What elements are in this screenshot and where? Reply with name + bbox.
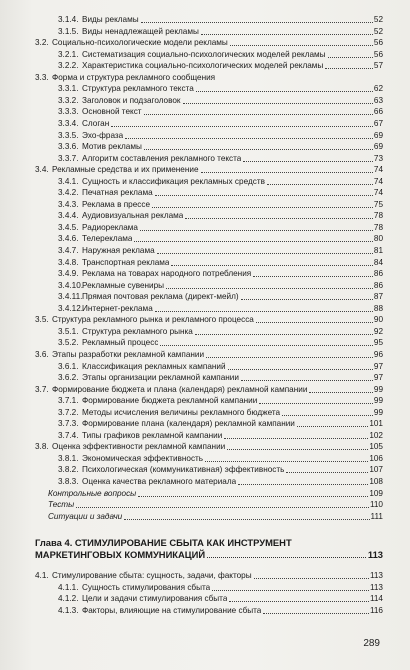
toc-entry xyxy=(58,372,383,383)
toc-entry-page: 90 xyxy=(373,315,383,325)
toc-entry-number: 3.4.11. xyxy=(58,292,83,302)
toc-entry-page: 106 xyxy=(369,453,383,463)
toc-entry-title: Сущность стимулирования сбыта xyxy=(82,582,211,592)
toc-entry-page: 66 xyxy=(373,107,383,117)
toc-entry-number: 3.5.1. xyxy=(58,326,79,336)
toc-entry-number: 4.1.3. xyxy=(58,605,79,615)
toc-leader xyxy=(155,311,373,312)
toc-leader xyxy=(229,601,369,602)
toc-entry-title: Реклама в прессе xyxy=(82,199,151,209)
toc-entry-title: Алгоритм составления рекламного текста xyxy=(82,153,242,163)
toc-entry-number: 3.4.3. xyxy=(58,199,79,209)
toc-leader xyxy=(152,207,373,208)
toc-entry xyxy=(58,361,383,372)
toc-entry-title: Виды рекламы xyxy=(82,15,139,24)
toc-entry-number: 3.3.7. xyxy=(58,153,79,163)
toc-entry-page: 81 xyxy=(373,246,383,255)
toc-entry-number: 3.4.8. xyxy=(58,257,79,267)
toc-entry-title: Радиореклама xyxy=(82,222,138,232)
toc-entry-number: 3.3.2. xyxy=(58,95,79,105)
toc-entry xyxy=(58,476,383,487)
toc-entry-page: 56 xyxy=(373,38,383,48)
toc-entry-page: 86 xyxy=(373,269,383,279)
toc-entry-page: 116 xyxy=(369,605,383,615)
toc-entry-title: Этапы организации рекламной кампании xyxy=(82,373,239,383)
toc-entry xyxy=(58,95,383,106)
chapter-leader xyxy=(207,557,366,558)
toc-entry-title: Структура рекламного рынка xyxy=(82,326,193,336)
toc-entry-page: 101 xyxy=(369,419,383,429)
toc-entry-number: 3.4.6. xyxy=(58,234,79,244)
toc-leader xyxy=(195,334,373,335)
toc-entry-page: 110 xyxy=(369,500,383,510)
toc-entry-title: Цели и задачи стимулирования сбыта xyxy=(82,594,228,604)
toc-entry-title: Систематизация социально-психологических моделей рекламы xyxy=(82,49,326,59)
toc-entry-title: Наружная реклама xyxy=(82,246,155,255)
toc-entry-page: 88 xyxy=(373,303,383,313)
toc-entry xyxy=(58,337,383,348)
toc-entry-title: Заголовок и подзаголовок xyxy=(82,95,181,105)
toc-entry-number: 3.4.7. xyxy=(58,246,79,255)
toc-entry xyxy=(58,49,383,60)
toc-entry xyxy=(35,349,383,360)
toc-entry-page: 99 xyxy=(373,396,383,406)
toc-entry-number: 3.6. xyxy=(35,349,49,359)
toc-leader xyxy=(205,461,368,462)
toc-entry-page: 62 xyxy=(373,84,383,94)
toc-leader xyxy=(125,138,373,139)
toc-entry-title: Виды ненадлежащей рекламы xyxy=(82,26,199,36)
toc-leader xyxy=(309,392,372,393)
toc-entry-number: 3.3.4. xyxy=(58,118,79,128)
toc-entry xyxy=(48,511,383,522)
toc-entry xyxy=(35,570,383,581)
toc-entry-title: Этапы разработки рекламной кампании xyxy=(52,349,205,359)
toc-leader xyxy=(134,241,372,242)
toc-entry-number: 3.4.9. xyxy=(58,269,79,279)
toc-entry xyxy=(58,222,383,233)
toc-entry-number: 3.4.1. xyxy=(58,176,79,186)
toc-entry-page: 97 xyxy=(373,373,383,383)
toc-leader xyxy=(144,114,373,115)
toc-leader xyxy=(286,472,368,473)
toc-entry-page: 57 xyxy=(373,61,383,71)
toc-entry xyxy=(58,153,383,164)
toc-entry-number: 3.8.2. xyxy=(58,465,79,475)
toc-entry-number: 3.3.3. xyxy=(58,107,79,117)
toc-entry-number: 3.4.4. xyxy=(58,211,79,221)
toc-entry-title: Слоган xyxy=(82,118,110,128)
toc-entry-title: Методы исчисления величины рекламного бюджета xyxy=(82,407,281,417)
chapter-heading-line1 xyxy=(35,537,383,549)
toc-entry xyxy=(35,164,383,175)
toc-leader xyxy=(206,357,373,358)
toc-entry xyxy=(48,499,383,510)
chapter-title-line2: МАРКЕТИНГОВЫХ КОММУНИКАЦИЙ xyxy=(35,549,206,560)
toc-entry-number: 3.4.12. xyxy=(58,303,84,313)
toc-entry xyxy=(58,291,383,302)
toc-entry xyxy=(48,488,383,499)
toc-entry xyxy=(58,141,383,152)
toc-entry-number: 3.4.2. xyxy=(58,188,79,198)
toc-leader xyxy=(124,519,369,520)
toc-entry-title: Факторы, влияющие на стимулирование сбыта xyxy=(82,605,262,615)
toc-entry-number: 3.3.1. xyxy=(58,84,79,94)
toc-entry xyxy=(58,233,383,244)
toc-leader xyxy=(201,172,373,173)
toc-entry-page: 99 xyxy=(373,407,383,417)
toc-leader xyxy=(297,426,368,427)
toc-entry-title: Экономическая эффективность xyxy=(82,453,204,463)
toc-entry-page: 74 xyxy=(373,165,383,175)
toc-entry xyxy=(35,441,383,452)
toc-leader xyxy=(256,322,373,323)
toc-entry-number: 3.5.2. xyxy=(58,338,79,348)
toc-entry xyxy=(58,605,383,616)
toc-leader xyxy=(140,230,373,231)
toc-entry xyxy=(58,395,383,406)
toc-entry-title: Формирование плана (календаря) рекламной кампании xyxy=(82,419,295,429)
toc-leader xyxy=(183,103,373,104)
toc-entry-page: 114 xyxy=(369,594,383,604)
toc-entry-page: 105 xyxy=(369,442,383,452)
toc-entry-page: 96 xyxy=(373,349,383,359)
toc-leader xyxy=(141,22,373,23)
toc-entry-title: Интернет-реклама xyxy=(82,303,153,313)
toc-entry-page: 69 xyxy=(373,142,383,152)
toc-entry-number: 3.1.5. xyxy=(58,26,79,36)
toc-leader xyxy=(241,299,373,300)
toc-leader xyxy=(263,613,369,614)
toc-entry-page: 75 xyxy=(373,199,383,209)
toc-entry-number: 3.2.1. xyxy=(58,49,79,59)
toc-entry-title: Сущность и классификация рекламных средств xyxy=(82,176,265,186)
toc-entry xyxy=(58,176,383,187)
chapter-page-number: 113 xyxy=(367,549,383,560)
toc-entry-page: 56 xyxy=(373,49,383,59)
toc-entry-number: 3.8. xyxy=(35,442,49,452)
toc-entry-number: 3.7.1. xyxy=(58,396,79,406)
toc-leader xyxy=(76,507,369,508)
toc-entry-title: Классификация рекламных кампаний xyxy=(82,361,226,371)
toc-entry-title: Характеристика социально-психологических моделей рекламы xyxy=(82,61,324,71)
toc-leader xyxy=(138,496,368,497)
toc-entry-page: 92 xyxy=(373,326,383,336)
toc-entry xyxy=(58,14,383,25)
toc-leader xyxy=(238,484,368,485)
toc-entry-title: Социально-психологические модели рекламы xyxy=(52,38,228,48)
toc-entry-title: Основной текст xyxy=(82,107,142,117)
toc-entry xyxy=(58,26,383,37)
toc-entry-page: 86 xyxy=(373,280,383,290)
toc-entry-number: 3.1.4. xyxy=(58,15,79,24)
toc-entry-page: 87 xyxy=(373,292,383,302)
toc-entry-number: 3.3.5. xyxy=(58,130,79,140)
toc-entry-number: 3.4.10. xyxy=(58,280,84,290)
toc-entry-title: Эхо-фраза xyxy=(82,130,124,140)
toc-leader xyxy=(111,126,373,127)
toc-entry-page: 74 xyxy=(373,176,383,186)
toc-entry-title: Оценка эффективности рекламной кампании xyxy=(52,442,226,452)
toc-entry-number: 3.6.2. xyxy=(58,373,79,383)
toc-entry-number: 3.7. xyxy=(35,384,49,394)
toc-entry-title: Типы графиков рекламной кампании xyxy=(82,430,223,440)
toc-entry-title: Стимулирование сбыта: сущность, задачи, факторы xyxy=(52,571,252,580)
toc-entry-title: Телереклама xyxy=(82,234,133,244)
toc-leader xyxy=(253,276,373,277)
toc-entry xyxy=(58,453,383,464)
toc-entry-number: 4.1. xyxy=(35,571,49,580)
toc-entry-title: Структура рекламного текста xyxy=(82,84,194,94)
toc-entry xyxy=(58,257,383,268)
toc-entry-page: 73 xyxy=(373,153,383,163)
toc-entry-page: 107 xyxy=(369,465,383,475)
toc-entry-title: Формирование бюджета рекламной кампании xyxy=(82,396,258,406)
toc-entry-number: 3.4. xyxy=(35,165,49,175)
toc-entry-page: 97 xyxy=(373,361,383,371)
toc-entry xyxy=(35,314,383,325)
toc-entry-page: 95 xyxy=(373,338,383,348)
toc-leader xyxy=(254,578,369,579)
toc-entry xyxy=(58,83,383,94)
toc-leader xyxy=(227,449,368,450)
toc-entry-page: 67 xyxy=(373,118,383,128)
toc-entry-number: 3.5. xyxy=(35,315,49,325)
toc-entry-number: 3.7.4. xyxy=(58,430,79,440)
toc-entry-page: 52 xyxy=(373,15,383,24)
toc-leader xyxy=(166,288,373,289)
toc-entry-page: 108 xyxy=(369,477,383,486)
toc-entry-title: Структура рекламного рынка и рекламного процесса xyxy=(52,315,254,325)
toc-entry-number: 3.8.3. xyxy=(58,477,79,486)
chapter-heading xyxy=(35,537,383,561)
toc-entry-number: 3.3.6. xyxy=(58,142,79,152)
toc-entry xyxy=(58,464,383,475)
toc-entry-title: Формирование бюджета и плана (календаря) рекламной кампании xyxy=(52,384,308,394)
toc-leader xyxy=(267,184,373,185)
toc-entry xyxy=(35,72,383,83)
toc-leader xyxy=(259,403,373,404)
toc-entry-title: Транспортная реклама xyxy=(82,257,170,267)
toc-entry-title: Рекламные средства и их применение xyxy=(52,165,199,175)
toc-entry xyxy=(35,384,383,395)
toc-leader xyxy=(160,345,372,346)
toc-leader xyxy=(282,415,373,416)
toc-entry-number: 3.2. xyxy=(35,38,49,48)
toc-entry xyxy=(58,187,383,198)
toc-entry-page: 99 xyxy=(373,384,383,394)
chapter-heading-line2 xyxy=(35,549,383,561)
toc-entry-page: 113 xyxy=(369,571,383,580)
toc-entry-title: Психологическая (коммуникативная) эффективность xyxy=(82,465,285,475)
toc-entry xyxy=(58,245,383,256)
toc-entry-page: 78 xyxy=(373,222,383,232)
toc-entry xyxy=(58,199,383,210)
toc-entry-page: 69 xyxy=(373,130,383,140)
toc-entry-title: Оценка качества рекламного материала xyxy=(82,477,237,486)
toc-entry-number: 3.7.2. xyxy=(58,407,79,417)
toc-entry-number: 4.1.1. xyxy=(58,582,79,592)
toc-entry-title: Прямая почтовая реклама (директ-мейл) xyxy=(82,292,239,302)
toc-entry xyxy=(58,60,383,71)
toc-leader xyxy=(155,195,373,196)
toc-entry xyxy=(35,37,383,48)
toc-entry-title: Рекламный процесс xyxy=(82,338,159,348)
toc-entry xyxy=(58,268,383,279)
toc-entry xyxy=(58,593,383,604)
toc-leader xyxy=(185,218,373,219)
toc-entry-title: Форма и структура рекламного сообщения xyxy=(52,72,216,82)
page-number: 289 xyxy=(363,638,380,649)
toc-entry-page: 111 xyxy=(370,511,383,521)
toc-entry xyxy=(58,418,383,429)
toc-entry-title: Аудиовизуальная реклама xyxy=(82,211,184,221)
toc-leader xyxy=(144,149,373,150)
toc-entry xyxy=(58,118,383,129)
toc-entry-title: Печатная реклама xyxy=(82,188,153,198)
toc-entry-page: 52 xyxy=(373,26,383,36)
toc-leader xyxy=(328,57,373,58)
toc-entry-page: 80 xyxy=(373,234,383,244)
toc-leader xyxy=(157,253,373,254)
toc-entry xyxy=(58,303,383,314)
toc-entry-title: Мотив рекламы xyxy=(82,142,142,152)
toc-leader xyxy=(171,265,372,266)
toc-entry-title: Контрольные вопросы xyxy=(48,488,137,498)
toc-entry-title: Тесты xyxy=(48,500,75,510)
toc-entry-number: 3.8.1. xyxy=(58,453,79,463)
toc-entry-number: 3.7.3. xyxy=(58,419,79,429)
toc-entry-page: 63 xyxy=(373,95,383,105)
toc-entry-number: 3.4.5. xyxy=(58,222,79,232)
toc-entry xyxy=(58,582,383,593)
toc-entry xyxy=(58,326,383,337)
toc-leader xyxy=(196,91,373,92)
chapter-title-line1: Глава 4. СТИМУЛИРОВАНИЕ СБЫТА КАК ИНСТРУМЕНТ xyxy=(35,537,292,548)
toc-entry xyxy=(58,210,383,221)
toc-leader xyxy=(224,438,368,439)
toc-entry-number: 3.3. xyxy=(35,72,49,82)
toc-entry-title: Рекламные сувениры xyxy=(82,280,165,290)
toc-entry-number: 3.6.1. xyxy=(58,361,79,371)
toc-entry xyxy=(58,106,383,117)
toc-entry-page: 109 xyxy=(369,488,383,498)
toc-entry-page: 113 xyxy=(369,582,383,592)
toc-leader xyxy=(228,369,373,370)
toc-entry-page: 84 xyxy=(373,257,383,267)
toc-entry-title: Реклама на товарах народного потребления xyxy=(82,269,252,279)
toc-entry-page: 74 xyxy=(373,188,383,198)
toc-entry-number: 4.1.2. xyxy=(58,594,79,604)
toc-leader xyxy=(201,34,373,35)
toc-entry-page: 78 xyxy=(373,211,383,221)
toc-leader xyxy=(243,161,373,162)
toc-leader xyxy=(230,45,373,46)
toc-entry xyxy=(58,280,383,291)
toc-leader xyxy=(241,380,373,381)
toc-leader xyxy=(212,590,369,591)
toc-entry-title: Ситуации и задачи xyxy=(48,511,123,521)
toc-entry-number: 3.2.2. xyxy=(58,61,79,71)
toc-entry xyxy=(58,430,383,441)
toc-entry xyxy=(58,407,383,418)
toc-entry-page: 102 xyxy=(369,430,383,440)
toc-entry xyxy=(58,130,383,141)
toc-leader xyxy=(325,68,373,69)
